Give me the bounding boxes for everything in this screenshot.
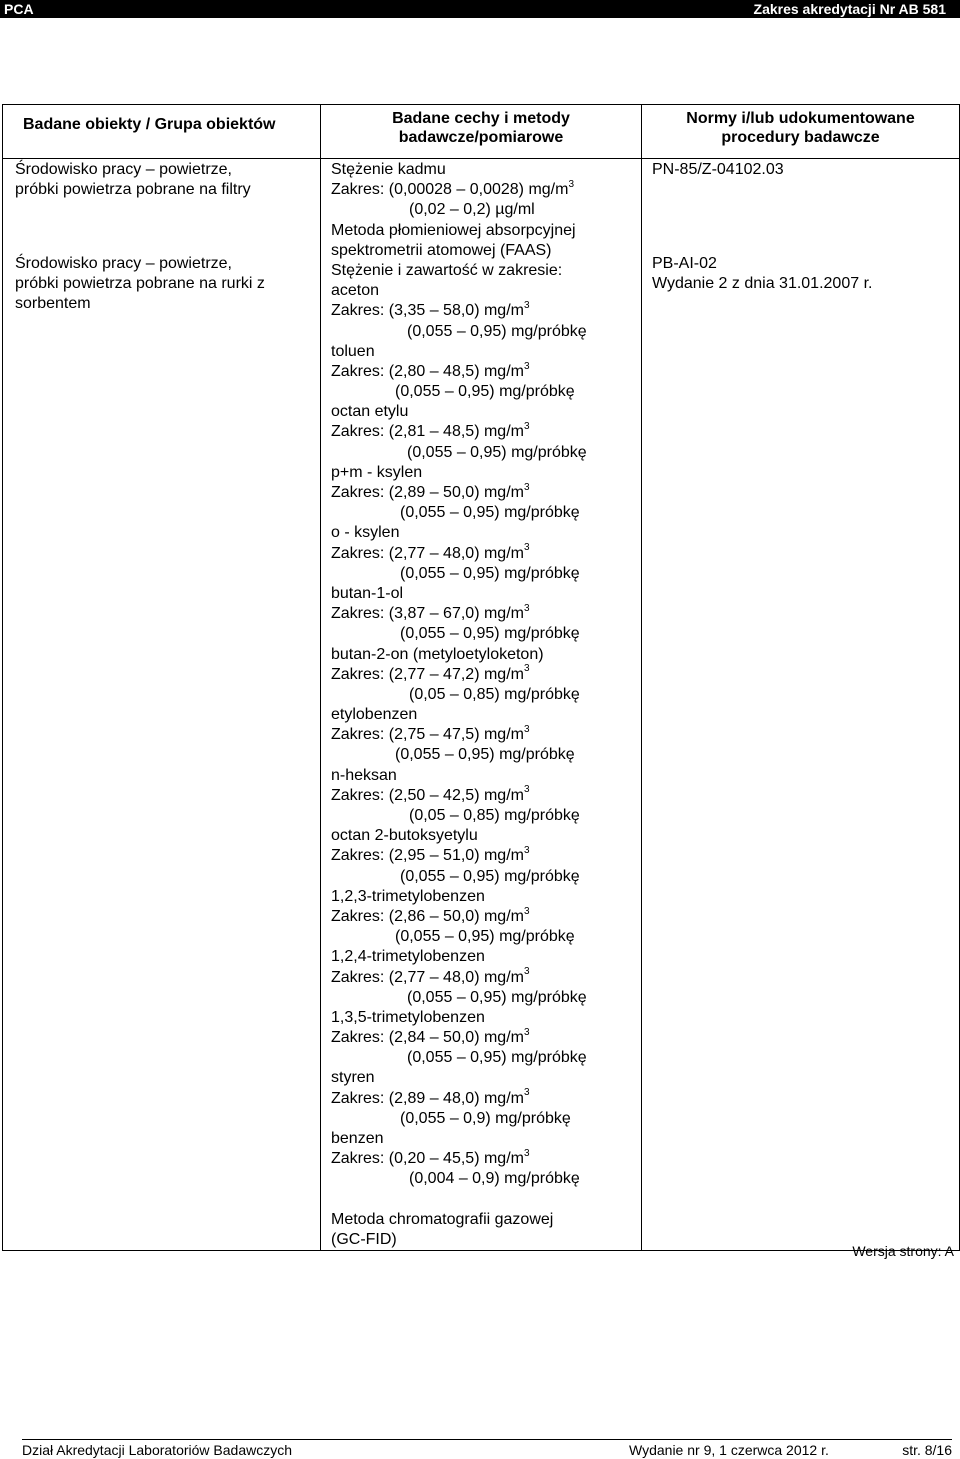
header-norms: Normy i/lub udokumentowane procedury badawcze [642, 105, 960, 159]
method-line: (0,055 – 0,95) mg/próbkę [395, 746, 575, 764]
method-line: Zakres: (2,81 – 48,5) $mg/m^3$ [331, 421, 530, 441]
method-line: Stężenie kadmu [331, 161, 446, 178]
method-line: butan-1-ol [331, 584, 404, 602]
method-line: butan-2-on (metyloetyloketon) [331, 645, 544, 663]
method-line: benzen [331, 1130, 384, 1147]
method-line: Zakres: (2,80 – 48,5) $mg/m^3$ [331, 360, 530, 380]
page-footer [22, 1439, 952, 1458]
method-line: Zakres: (2,77 – 47,2) $mg/m^3$ [331, 663, 530, 683]
method-line: etylobenzen [331, 706, 418, 724]
header-accreditation: Zakres akredytacji Nr AB 581 [753, 1, 946, 17]
method-line: Zakres: (2,95 – 51,0) $mg/m^3$ [331, 845, 530, 865]
method-line: Zakres: (0,00028 – 0,0028) $mg/m^3$ [331, 178, 575, 199]
table-row [3, 159, 960, 1251]
method-line: aceton [331, 282, 380, 300]
methods-cell [321, 159, 642, 1251]
method-line: (0,055 – 0,9) mg/próbkę [400, 1109, 571, 1127]
method-line: Zakres: (3,35 – 58,0) $mg/m^3$ [331, 299, 530, 320]
method-line: Zakres: (3,87 – 67,0) $mg/m^3$ [331, 602, 530, 623]
method-line: (0,055 – 0,95) mg/próbkę [395, 928, 575, 946]
method-line: spektrometrii atomowej (FAAS) [331, 241, 552, 259]
method-line: (0,05 – 0,85) mg/próbkę [409, 685, 580, 703]
method-line: n-heksan [331, 766, 397, 784]
header-objects: Badane obiekty / Grupa obiektów [3, 105, 321, 159]
header-org: PCA [4, 1, 34, 17]
object-filters-line2: próbki powietrza pobrane na filtry [15, 181, 251, 198]
top-header-bar [0, 0, 960, 18]
object-tubes-line3: sorbentem [15, 295, 91, 312]
header-methods: Badane cechy i metody badawcze/pomiarowe [321, 105, 642, 159]
method-line: o - ksylen [331, 524, 400, 542]
method-line: (0,055 – 0,95) mg/próbkę [395, 383, 575, 401]
norm-pb: PB-AI-02 [652, 255, 717, 272]
norms-cell [642, 159, 960, 1251]
method-line: styren [331, 1069, 375, 1087]
object-tubes-line2: próbki powietrza pobrane na rurki z [15, 275, 265, 292]
method-line: (0,004 – 0,9) mg/próbkę [409, 1170, 580, 1188]
method-line: Zakres: (2,89 – 50,0) $mg/m^3$ [331, 481, 530, 501]
method-line: (0,055 – 0,95) mg/próbkę [400, 867, 580, 885]
method-line: Metoda chromatografii gazowej [331, 1210, 554, 1228]
method-line: Zakres: (0,20 – 45,5) $mg/m^3$ [331, 1147, 530, 1168]
norm-pn: PN-85/Z-04102.03 [652, 161, 784, 178]
method-line: (GC-FID) [331, 1230, 397, 1248]
method-line: 1,3,5-trimetylobenzen [331, 1008, 485, 1026]
method-line: toluen [331, 342, 375, 360]
footer-edition: Wydanie nr 9, 1 czerwca 2012 r. [629, 1442, 829, 1458]
method-line: Zakres: (2,75 – 47,5) $mg/m^3$ [331, 723, 530, 744]
method-line: Metoda płomieniowej absorpcyjnej [331, 221, 576, 239]
object-tubes-line1: Środowisko pracy – powietrze, [15, 255, 232, 272]
method-line: (0,05 – 0,85) mg/próbkę [409, 807, 580, 824]
method-line: (0,055 – 0,95) mg/próbkę [407, 322, 587, 340]
method-line: 1,2,4-trimetylobenzen [331, 948, 485, 966]
method-line: Zakres: (2,77 – 48,0) $mg/m^3$ [331, 966, 530, 986]
method-line: 1,2,3-trimetylobenzen [331, 887, 485, 905]
method-line: octan etylu [331, 403, 409, 421]
method-line: (0,055 – 0,95) mg/próbkę [400, 625, 580, 643]
table-header-row [3, 105, 960, 159]
method-line: Zakres: (2,50 – 42,5) $mg/m^3$ [331, 784, 530, 804]
method-line: Zakres: (2,86 – 50,0) $mg/m^3$ [331, 905, 530, 925]
method-line: octan 2-butoksyetylu [331, 827, 478, 845]
method-line: p+m - ksylen [331, 463, 423, 481]
method-line: Zakres: (2,77 – 48,0) $mg/m^3$ [331, 542, 530, 562]
method-line: Zakres: (2,84 – 50,0) $mg/m^3$ [331, 1026, 530, 1047]
accreditation-table [2, 104, 960, 1251]
method-line: (0,055 – 0,95) mg/próbkę [407, 1049, 587, 1067]
method-line: (0,055 – 0,95) mg/próbkę [400, 564, 580, 582]
norm-pb-edition: Wydanie 2 z dnia 31.01.2007 r. [652, 275, 873, 292]
method-line: Stężenie i zawartość w zakresie: [331, 261, 563, 279]
page-version: Wersja strony: A [852, 1243, 954, 1259]
footer-page-number: str. 8/16 [902, 1442, 952, 1458]
method-line: (0,055 – 0,95) mg/próbkę [400, 504, 580, 522]
method-line: (0,02 – 0,2) µg/ml [409, 201, 535, 219]
method-line: (0,055 – 0,95) mg/próbkę [407, 443, 587, 461]
method-line: Zakres: (2,89 – 48,0) $mg/m^3$ [331, 1087, 530, 1107]
method-line: (0,055 – 0,95) mg/próbkę [407, 988, 587, 1006]
object-filters-line1: Środowisko pracy – powietrze, [15, 161, 232, 178]
objects-cell [3, 159, 321, 1251]
footer-department: Dział Akredytacji Laboratoriów Badawczych [22, 1442, 293, 1458]
